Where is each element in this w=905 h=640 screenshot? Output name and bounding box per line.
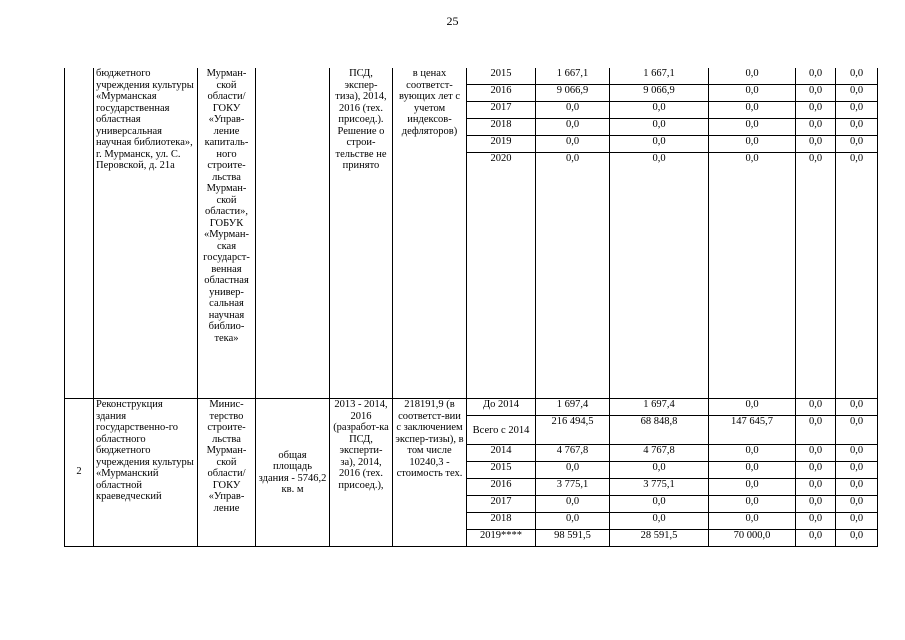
- regional-cell: 3 775,1: [610, 479, 709, 496]
- other-cell: 0,0: [836, 462, 878, 479]
- other-cell: 0,0: [836, 153, 878, 399]
- federal-cell: 0,0: [709, 153, 796, 399]
- federal-cell: 0,0: [709, 102, 796, 119]
- federal-cell: 0,0: [709, 119, 796, 136]
- municipal-cell: 0,0: [796, 496, 836, 513]
- year-cell: 2015: [467, 68, 536, 85]
- cost-cell: 218191,9 (в соответст-вии с заключением экспер-тизы), в том числе 10240,3 - стоимость тех.: [393, 399, 467, 547]
- other-cell: 0,0: [836, 85, 878, 102]
- federal-cell: 0,0: [709, 513, 796, 530]
- total-cell: 216 494,5: [536, 416, 610, 445]
- year-cell: До 2014: [467, 399, 536, 416]
- municipal-cell: 0,0: [796, 416, 836, 445]
- regional-cell: 0,0: [610, 153, 709, 399]
- investment-table: [64, 68, 878, 547]
- stage-cell: ПСД, экспер-тиза), 2014, 2016 (тех. присоед.). Решение о строи-тельстве не принято: [330, 68, 393, 399]
- municipal-cell: 0,0: [796, 530, 836, 547]
- federal-cell: 70 000,0: [709, 530, 796, 547]
- total-cell: 0,0: [536, 102, 610, 119]
- row-number-cell: [65, 68, 94, 399]
- year-cell: 2015: [467, 462, 536, 479]
- municipal-cell: 0,0: [796, 479, 836, 496]
- other-cell: 0,0: [836, 530, 878, 547]
- federal-cell: 0,0: [709, 445, 796, 462]
- federal-cell: 0,0: [709, 399, 796, 416]
- regional-cell: 0,0: [610, 136, 709, 153]
- other-cell: 0,0: [836, 119, 878, 136]
- capacity-cell: общая площадь здания - 5746,2 кв. м: [256, 399, 330, 547]
- regional-cell: 9 066,9: [610, 85, 709, 102]
- object-name-cell: бюджетного учреждения культуры «Мурманская государственная областная универсальная научная библиотека», г. Мурманск, ул. С. Перовской, д. 21а: [94, 68, 198, 399]
- total-cell: 0,0: [536, 153, 610, 399]
- total-cell: 9 066,9: [536, 85, 610, 102]
- regional-cell: 28 591,5: [610, 530, 709, 547]
- year-cell: 2017: [467, 102, 536, 119]
- year-cell: 2016: [467, 85, 536, 102]
- other-cell: 0,0: [836, 136, 878, 153]
- total-cell: 4 767,8: [536, 445, 610, 462]
- total-cell: 98 591,5: [536, 530, 610, 547]
- year-cell: 2016: [467, 479, 536, 496]
- municipal-cell: 0,0: [796, 153, 836, 399]
- customer-cell: Мурман-ской области/ ГОКУ «Управ-ление капиталь-ного строите-льства Мурман-ской области», ГОБУК «Мурман-ская государст-венная областная универ-сальная научная библио-тека»: [198, 68, 256, 399]
- other-cell: 0,0: [836, 416, 878, 445]
- federal-cell: 147 645,7: [709, 416, 796, 445]
- year-cell: Всего с 2014: [467, 416, 536, 445]
- total-cell: 1 667,1: [536, 68, 610, 85]
- object-name-cell: Реконструкция здания государственно-го областного бюджетного учреждения культуры «Мурманский областной краеведческий: [94, 399, 198, 547]
- regional-cell: 0,0: [610, 102, 709, 119]
- municipal-cell: 0,0: [796, 445, 836, 462]
- regional-cell: 0,0: [610, 496, 709, 513]
- other-cell: 0,0: [836, 68, 878, 85]
- federal-cell: 0,0: [709, 496, 796, 513]
- total-cell: 0,0: [536, 513, 610, 530]
- municipal-cell: 0,0: [796, 68, 836, 85]
- regional-cell: 4 767,8: [610, 445, 709, 462]
- year-cell: 2018: [467, 119, 536, 136]
- regional-cell: 0,0: [610, 513, 709, 530]
- federal-cell: 0,0: [709, 68, 796, 85]
- federal-cell: 0,0: [709, 462, 796, 479]
- regional-cell: 0,0: [610, 119, 709, 136]
- municipal-cell: 0,0: [796, 102, 836, 119]
- table-row: [65, 68, 878, 85]
- page-number: 25: [446, 14, 459, 28]
- total-cell: 0,0: [536, 462, 610, 479]
- row-number-cell: 2: [65, 399, 94, 547]
- customer-cell: Минис-терство строите-льства Мурман-ской области/ ГОКУ «Управ-ление: [198, 399, 256, 547]
- regional-cell: 68 848,8: [610, 416, 709, 445]
- other-cell: 0,0: [836, 399, 878, 416]
- regional-cell: 0,0: [610, 462, 709, 479]
- regional-cell: 1 697,4: [610, 399, 709, 416]
- federal-cell: 0,0: [709, 85, 796, 102]
- federal-cell: 0,0: [709, 479, 796, 496]
- table-row: [65, 399, 878, 416]
- year-cell: 2018: [467, 513, 536, 530]
- year-cell: 2014: [467, 445, 536, 462]
- other-cell: 0,0: [836, 445, 878, 462]
- capacity-cell: [256, 68, 330, 399]
- total-cell: 0,0: [536, 496, 610, 513]
- municipal-cell: 0,0: [796, 136, 836, 153]
- federal-cell: 0,0: [709, 136, 796, 153]
- total-cell: 0,0: [536, 136, 610, 153]
- municipal-cell: 0,0: [796, 462, 836, 479]
- other-cell: 0,0: [836, 479, 878, 496]
- municipal-cell: 0,0: [796, 85, 836, 102]
- other-cell: 0,0: [836, 496, 878, 513]
- municipal-cell: 0,0: [796, 513, 836, 530]
- municipal-cell: 0,0: [796, 119, 836, 136]
- other-cell: 0,0: [836, 513, 878, 530]
- total-cell: 1 697,4: [536, 399, 610, 416]
- other-cell: 0,0: [836, 102, 878, 119]
- stage-cell: 2013 - 2014, 2016 (разработ-ка ПСД, эксперти-за), 2014, 2016 (тех. присоед.),: [330, 399, 393, 547]
- year-cell: 2017: [467, 496, 536, 513]
- municipal-cell: 0,0: [796, 399, 836, 416]
- year-cell: 2020: [467, 153, 536, 399]
- total-cell: 0,0: [536, 119, 610, 136]
- year-cell: 2019: [467, 136, 536, 153]
- cost-cell: в ценах соответст-вующих лет с учетом индексов-дефляторов): [393, 68, 467, 399]
- total-cell: 3 775,1: [536, 479, 610, 496]
- year-cell: 2019****: [467, 530, 536, 547]
- regional-cell: 1 667,1: [610, 68, 709, 85]
